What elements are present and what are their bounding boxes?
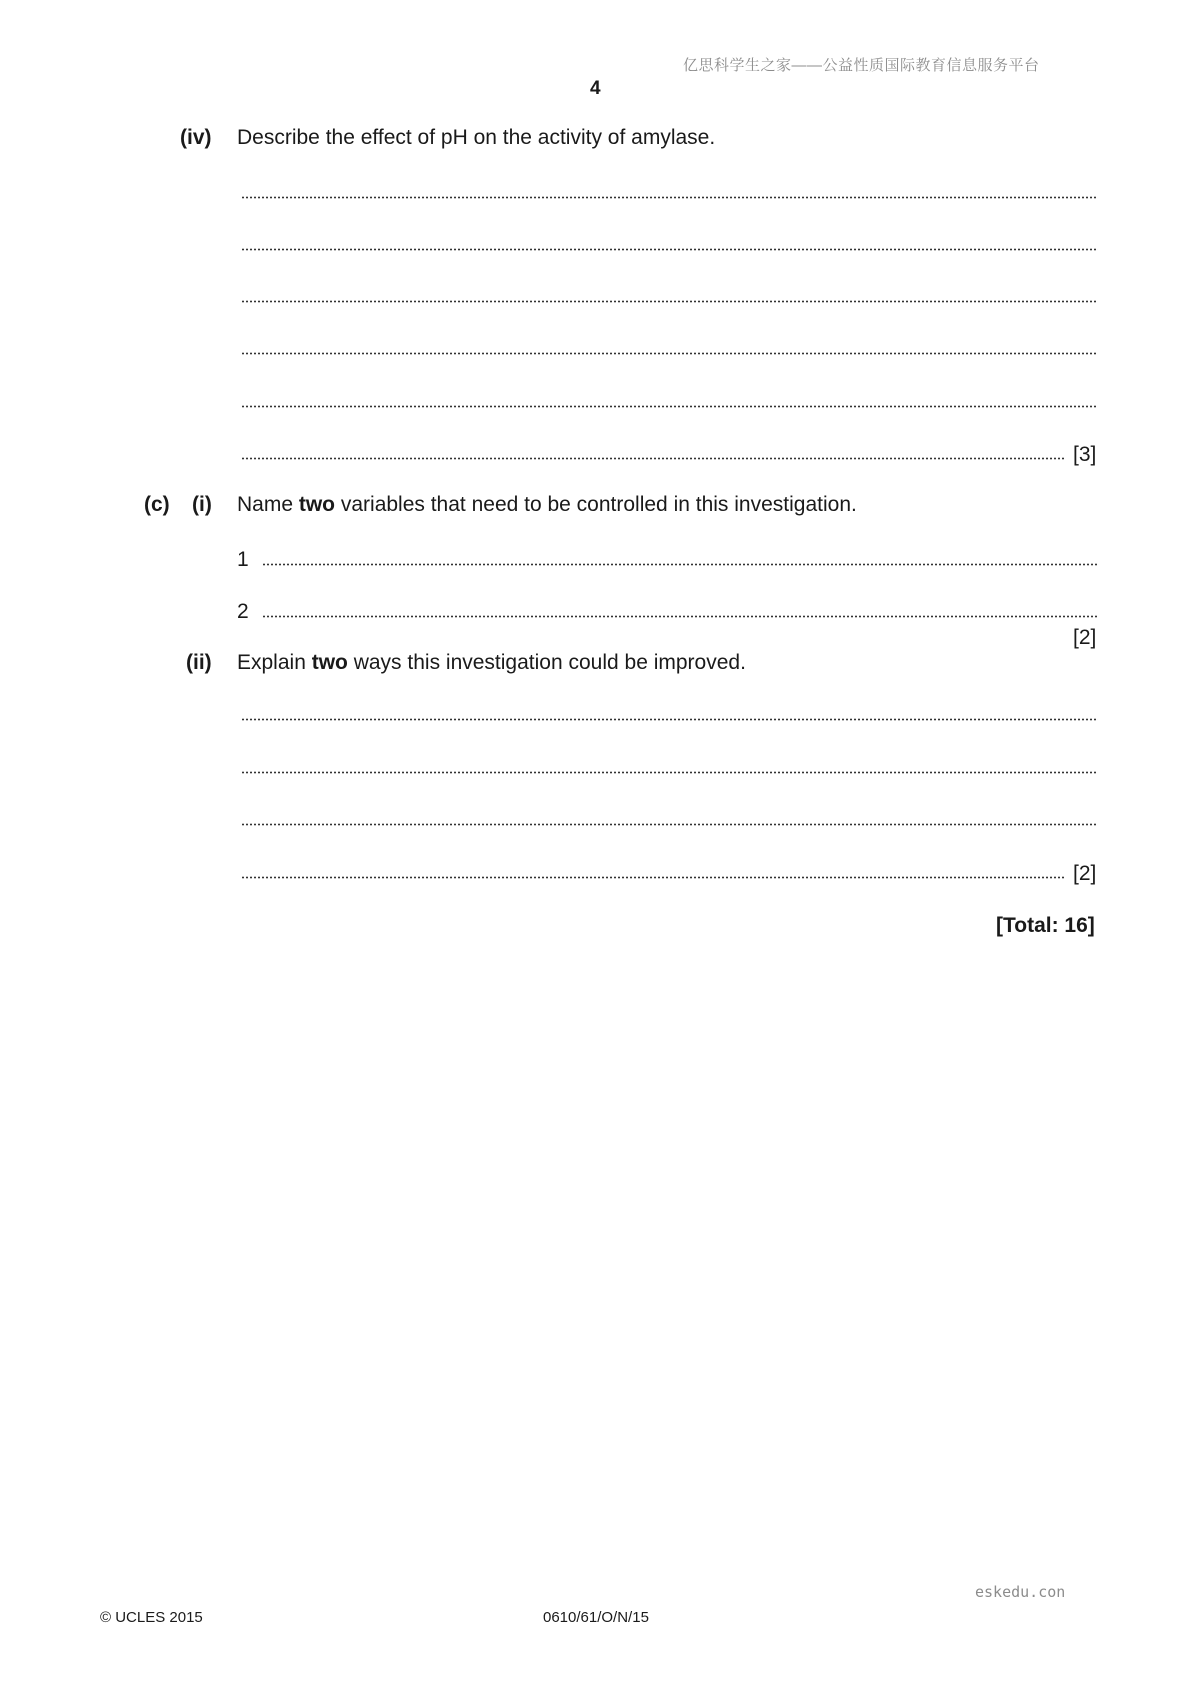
page-number: 4 [590, 78, 601, 99]
answer-line-iv-3[interactable] [241, 300, 1097, 303]
copyright-text: © UCLES 2015 [100, 1609, 203, 1626]
answer-line-c-ii-2[interactable] [241, 771, 1097, 774]
answer-line-c-i-2[interactable] [262, 615, 1097, 618]
line-number-1: 1 [237, 548, 249, 571]
question-label-c-ii: (ii) [186, 651, 212, 674]
paper-code: 0610/61/O/N/15 [543, 1609, 649, 1626]
mark-iv: [3] [1073, 443, 1097, 466]
answer-line-c-ii-4[interactable] [241, 876, 1065, 879]
question-text-iv: Describe the effect of pH on the activity of amylase. [237, 126, 716, 149]
answer-line-c-i-1[interactable] [262, 563, 1097, 566]
line-number-2: 2 [237, 600, 249, 623]
answer-line-iv-4[interactable] [241, 352, 1097, 355]
question-label-c: (c) [144, 493, 170, 516]
question-text-c-ii: Explain two ways this investigation could be improved. [237, 651, 746, 674]
mark-c-i: [2] [1073, 626, 1097, 649]
question-text-c-i: Name two variables that need to be controlled in this investigation. [237, 493, 857, 516]
answer-line-c-ii-3[interactable] [241, 823, 1097, 826]
question-label-c-i: (i) [192, 493, 212, 516]
question-label-iv: (iv) [180, 126, 212, 149]
watermark-text: 亿思科学生之家——公益性质国际教育信息服务平台 [683, 57, 1040, 74]
total-marks: [Total: 16] [996, 914, 1095, 937]
answer-line-iv-1[interactable] [241, 196, 1097, 199]
mark-c-ii: [2] [1073, 862, 1097, 885]
answer-line-iv-6[interactable] [241, 457, 1065, 460]
answer-line-c-ii-1[interactable] [241, 718, 1097, 721]
site-watermark: eskedu.con [975, 1583, 1066, 1601]
answer-line-iv-2[interactable] [241, 248, 1097, 251]
answer-line-iv-5[interactable] [241, 405, 1097, 408]
